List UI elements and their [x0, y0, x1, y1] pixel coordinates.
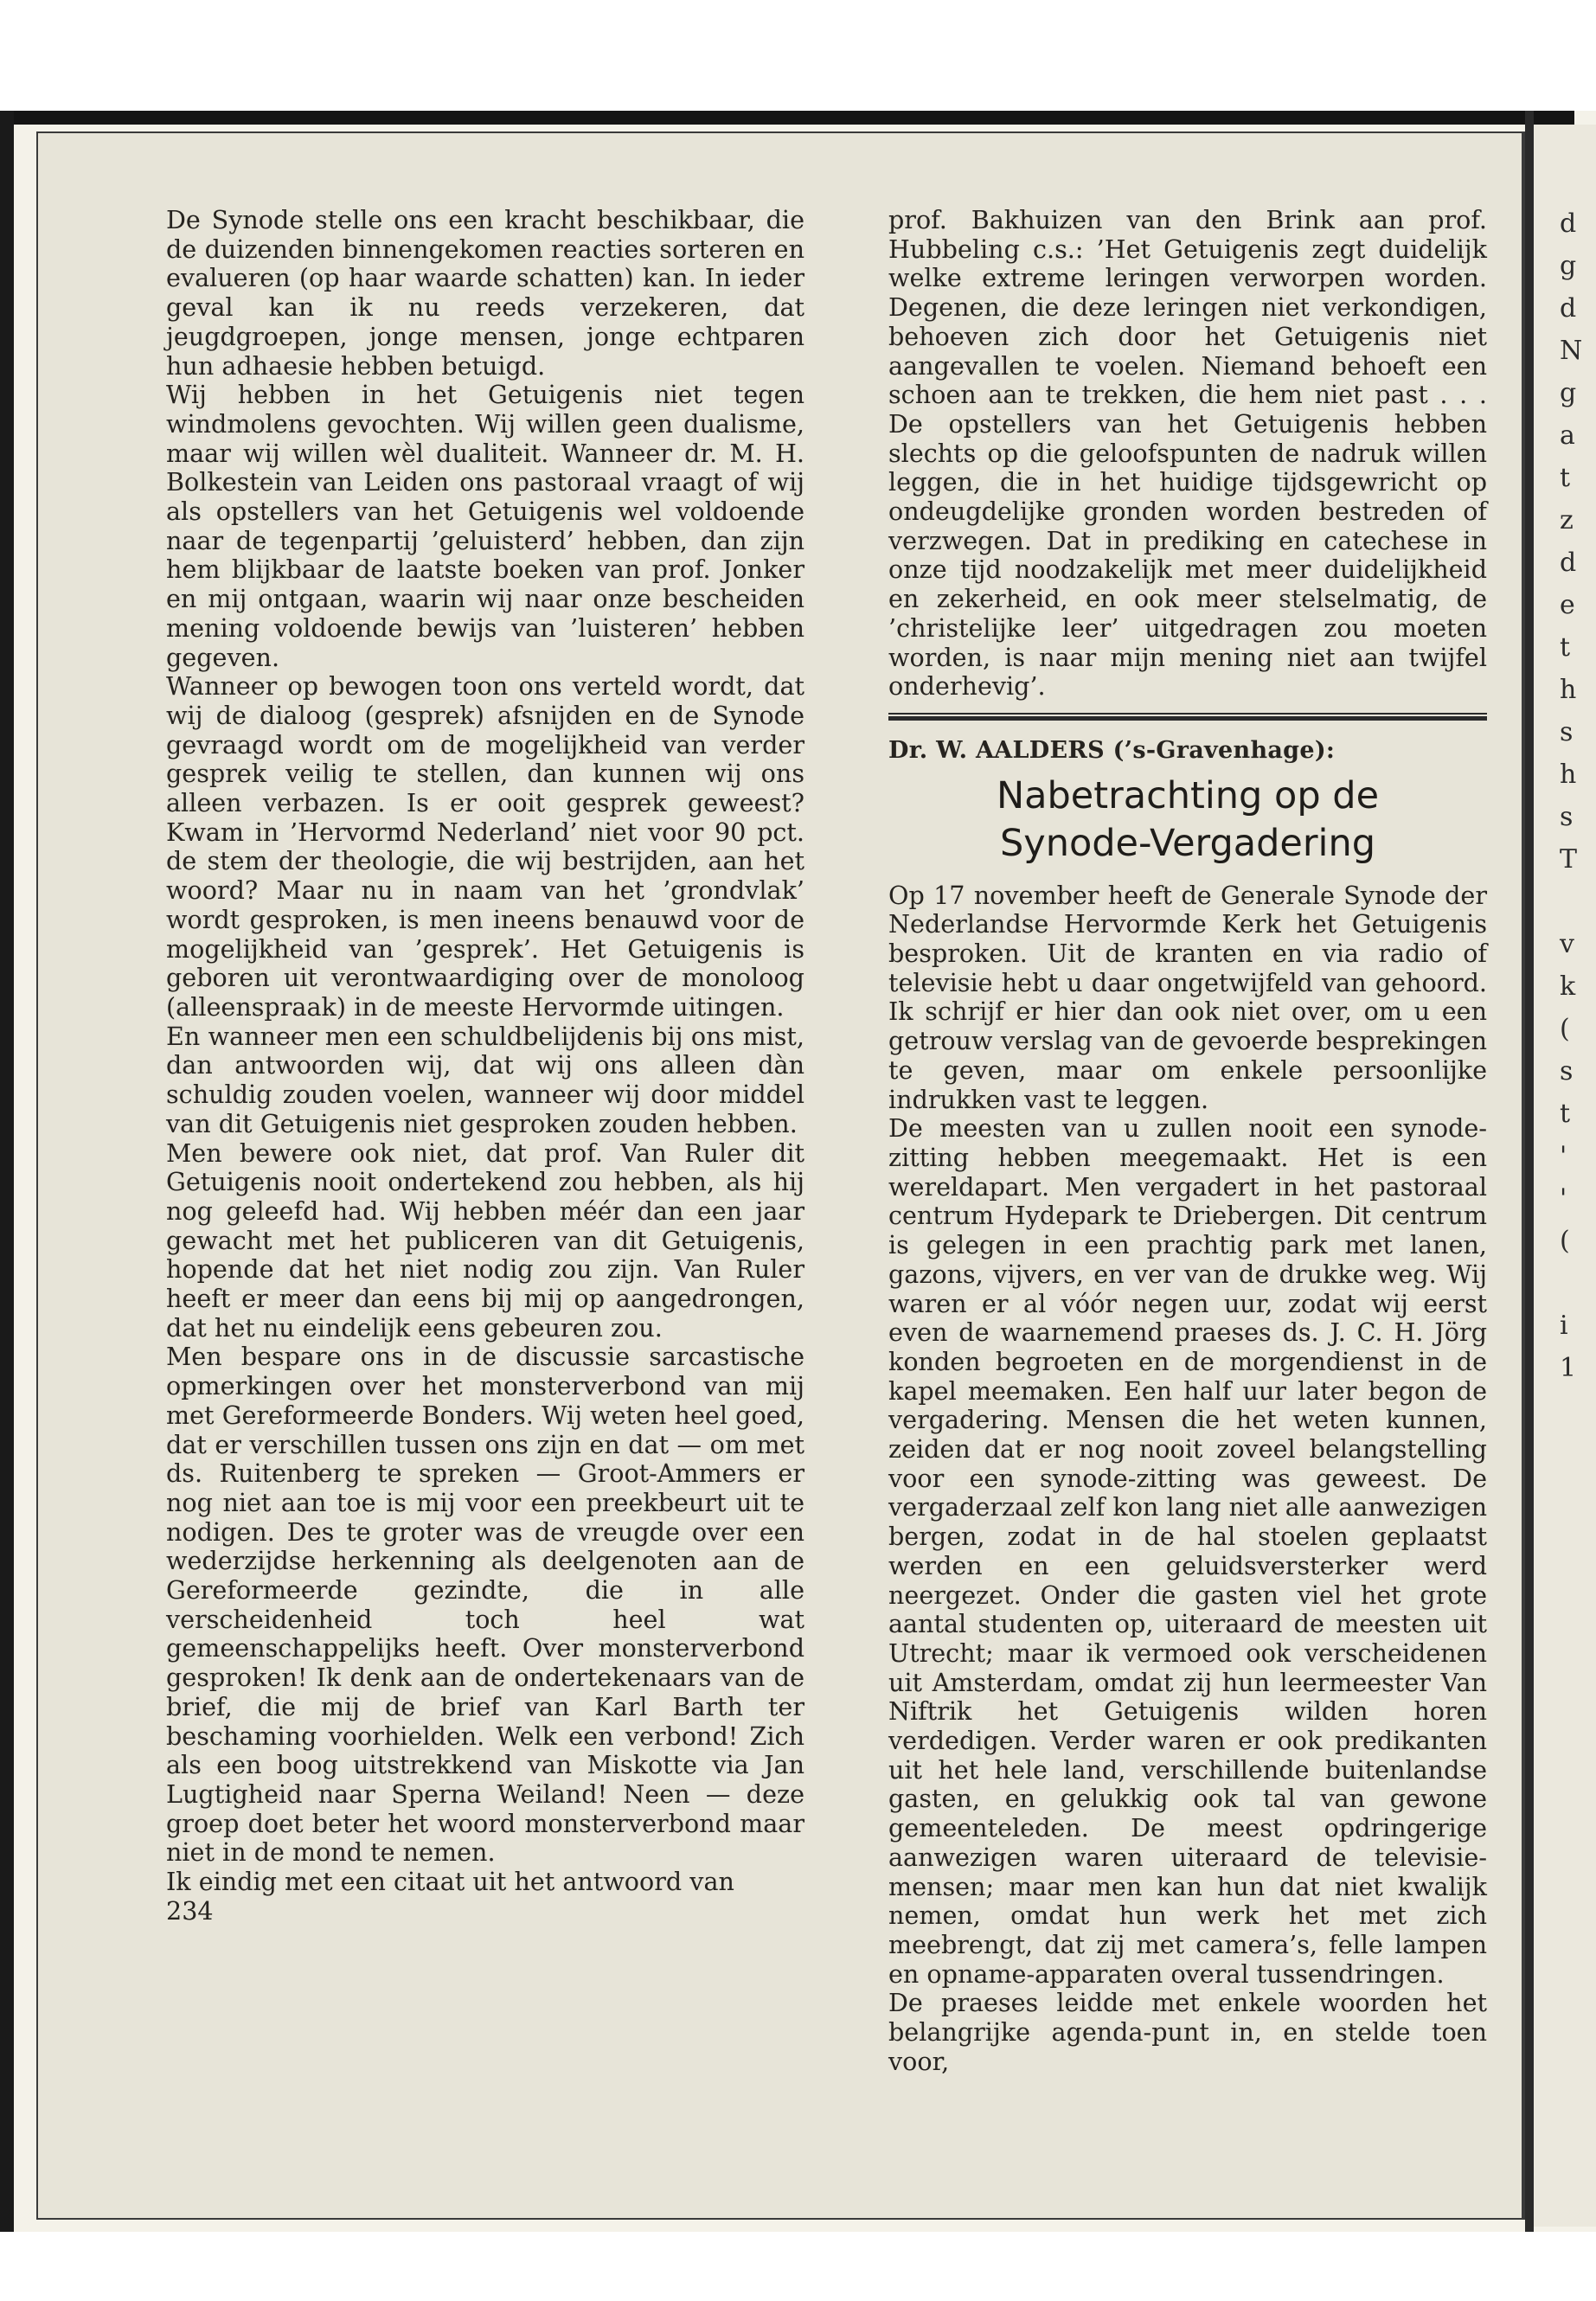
next-page-edge: [1534, 125, 1596, 2227]
divider-rule-thick: [888, 716, 1487, 721]
next-page-fragment: a: [1560, 420, 1575, 451]
next-page-fragment: d: [1560, 548, 1577, 578]
next-page-fragment: g: [1560, 251, 1577, 281]
next-page-fragment: N: [1560, 336, 1583, 366]
next-page-fragment: i: [1560, 1311, 1568, 1341]
next-page-fragment: (: [1560, 1014, 1570, 1044]
next-page-fragment: h: [1560, 675, 1577, 705]
next-page-fragment: k: [1560, 971, 1576, 1002]
article-title: [888, 772, 1487, 868]
next-page-fragment: [1534, 1262, 1596, 1304]
next-page-fragment: d: [1560, 293, 1577, 324]
article-paragraph: De praeses leidde met enkele woorden het belangrijke agenda-punt in, en stelde toen voor,: [888, 1988, 1487, 2076]
scan-top-border: [0, 111, 1574, 125]
next-page-fragment: t: [1560, 632, 1571, 663]
next-page-fragment: s: [1560, 717, 1574, 747]
right-column: [888, 206, 1487, 2076]
next-page-fragment: h: [1560, 760, 1577, 790]
next-page-fragment: (: [1560, 1226, 1570, 1256]
next-page-fragment: d: [1560, 208, 1577, 239]
article-title-line: Synode-Vergadering: [999, 821, 1376, 865]
next-page-fragment: t: [1560, 1099, 1571, 1129]
next-page-fragment: ': [1560, 1183, 1567, 1214]
left-paragraph: En wanneer men een schuldbelijdenis bij ons mist, dan antwoorden wij, dat wij ons alleen dàn schuldig zouden voelen, wanneer wij door middel van dit Getuigenis niet gesproken zouden hebben.: [166, 1021, 804, 1138]
article-title-line: Nabetrachting op de: [996, 773, 1380, 817]
next-page-fragment: t: [1560, 463, 1571, 493]
next-page-fragment: [1534, 881, 1596, 923]
next-page-fragment: s: [1560, 802, 1574, 832]
next-page-fragment: e: [1560, 590, 1575, 620]
quote-continuation: prof. Bakhuizen van den Brink aan prof. Hubbeling c.s.: ’Het Getuigenis zegt duidelijk welke extreme leringen verworpen worden. Degenen, die deze leringen niet verkondigen, behoeven zich door het Getuigenis niet aangevallen te voelen. Niemand behoeft een schoen aan te trekken, die hem niet past . . . De opstellers van het Getuigenis hebben slechts op die geloofspunten de nadruk willen leggen, die in het huidige tijdsgewricht op ondeugdelijke gronden worden bestreden of verzwegen. Dat in prediking en catechese in onze tijd noodzakelijk met meer duidelijkheid en zekerheid, en ook meer stelselmatig, de ’christelijke leer’ uitgedragen zou moeten worden, is naar mijn mening niet aan twijfel onderhevig’.: [888, 205, 1487, 702]
left-paragraph: Men bewere ook niet, dat prof. Van Ruler dit Getuigenis nooit ondertekend zou hebben, als hij nog geleefd had. Wij hebben méér dan een jaar gewacht met het publiceren van dit Getuigenis, hopende dat het niet nodig zou zijn. Van Ruler heeft er meer dan eens bij mij op aangedrongen, dat het nu eindelijk eens gebeuren zou.: [166, 1138, 804, 1343]
left-column: [166, 206, 804, 1926]
article-byline: Dr. W. AALDERS (’s-Gravenhage):: [888, 736, 1336, 764]
article-paragraph: De meesten van u zullen nooit een synode-zitting hebben meegemaakt. Het is een wereldapart. Men vergadert in het pastoraal centrum Hydepark te Driebergen. Dit centrum is gelegen in een prachtig park met lanen, gazons, vijvers, en ver van de drukke weg. Wij waren er al vóór negen uur, zodat wij eerst even de waarnemend praeses ds. J. C. H. Jörg konden begroeten en de morgendienst in de kapel meemaken. Een half uur later begon de vergadering. Mensen die het weten kunnen, zeiden dat er nog nooit zoveel belangstelling voor een synode-zitting was geweest. De vergaderzaal zelf kon lang niet alle aanwezigen bergen, zodat in de hal stoelen geplaatst werden en een geluidsversterker werd neergezet. Onder die gasten viel het grote aantal studenten op, uiteraard de meesten uit Utrecht; maar ik vermoed ook verscheidenen uit Amsterdam, omdat zij hun leermeester Van Niftrik het Getuigenis wilden horen verdedigen. Verder waren er ook predikanten uit het hele land, verschillende buitenlandse gasten, en gelukkig ook tal van gewone gemeenteleden. De meest opdringerige aanwezigen waren uiteraard de televisie-mensen; maar men kan hun dat niet kwalijk nemen, omdat hun werk het met zich meebrengt, dat zij met camera’s, felle lampen en opname-apparaten overal tussendringen.: [888, 1113, 1487, 1989]
next-page-fragment: g: [1560, 378, 1577, 408]
next-page-fragment: T: [1560, 844, 1578, 875]
article-paragraph: Op 17 november heeft de Generale Synode der Nederlandse Hervormde Kerk het Getuigenis besproken. Uit de kranten en via radio of televisie hebt u daar ongetwijfeld van gehoord. Ik schrijf er hier dan ook niet over, om u een getrouw verslag van de gevoerde besprekingen te geven, maar om enkele persoonlijke indrukken vast te leggen.: [888, 880, 1487, 1114]
left-paragraph: Wanneer op bewogen toon ons verteld wordt, dat wij de dialoog (gesprek) afsnijden en de Synode gevraagd wordt om de mogelijkheid van verder gesprek veilig te stellen, dan kunnen wij ons alleen verbazen. Is er ooit gesprek geweest? Kwam in ’Hervormd Nederland’ niet voor 90 pct. de stem der theologie, die wij bestrijden, aan het woord? Maar nu in naam van het ’grondvlak’ wordt gesproken, is men ineens benauwd voor de mogelijkheid van ’gesprek’. Het Getuigenis is geboren uit verontwaardiging over de monoloog (alleenspraak) in de meeste Hervormde uitingen.: [166, 671, 804, 1022]
next-page-fragment: v: [1560, 929, 1574, 959]
next-page-fragments: [1534, 202, 1596, 1389]
divider-rule: [888, 713, 1487, 715]
scan-left-border: [0, 111, 14, 2232]
next-page-fragment: z: [1560, 505, 1574, 535]
left-paragraph: Ik eindig met een citaat uit het antwoord van: [166, 1867, 734, 1897]
left-paragraph: Men bespare ons in de discussie sarcastische opmerkingen over het monsterverbond van mij met Gereformeerde Bonders. Wij weten heel goed, dat er verschillen tussen ons zijn en dat — om met ds. Ruitenberg te spreken — Groot-Ammers er nog niet aan toe is mij voor een preekbeurt uit te nodigen. Des te groter was de vreugde over een wederzijdse herkenning als deelgenoten aan de Gereformeerde gezindte, die in alle verscheidenheid toch heel wat gemeenschappelijks heeft. Over monsterverbond gesproken! Ik denk aan de ondertekenaars van de brief, die mij de brief van Karl Barth ter beschaming voorhielden. Welk een verbond! Zich als een boog uitstrekkend van Miskotte via Jan Lugtigheid naar Sperna Weiland! Neen — deze groep doet beter het woord monsterverbond maar niet in de mond te nemen.: [166, 1342, 804, 1868]
next-page-fragment: ': [1560, 1141, 1567, 1171]
next-page-fragment: s: [1560, 1056, 1574, 1086]
left-paragraph: De Synode stelle ons een kracht beschikbaar, die de duizenden binnengekomen reacties sorteren en evalueren (op haar waarde schatten) kan. In ieder geval kan ik nu reeds verzekeren, dat jeugdgroepen, jonge mensen, jonge echtparen hun adhaesie hebben betuigd.: [166, 205, 804, 381]
page-gutter: [1525, 111, 1534, 2232]
page-number: 234: [166, 1895, 214, 1926]
left-paragraph: Wij hebben in het Getuigenis niet tegen windmolens gevochten. Wij willen geen dualisme, maar wij willen wèl dualiteit. Wanneer dr. M. H. Bolkestein van Leiden ons pastoraal vraagt of wij als opstellers van het Getuigenis wel voldoende naar de tegenpartij ’geluisterd’ hebben, dan zijn hem blijkbaar de laatste boeken van prof. Jonker en mij ontgaan, waarin wij naar onze bescheiden mening voldoende bewijs van ’luisteren’ hebben gegeven.: [166, 380, 804, 672]
next-page-fragment: 1: [1560, 1353, 1577, 1383]
